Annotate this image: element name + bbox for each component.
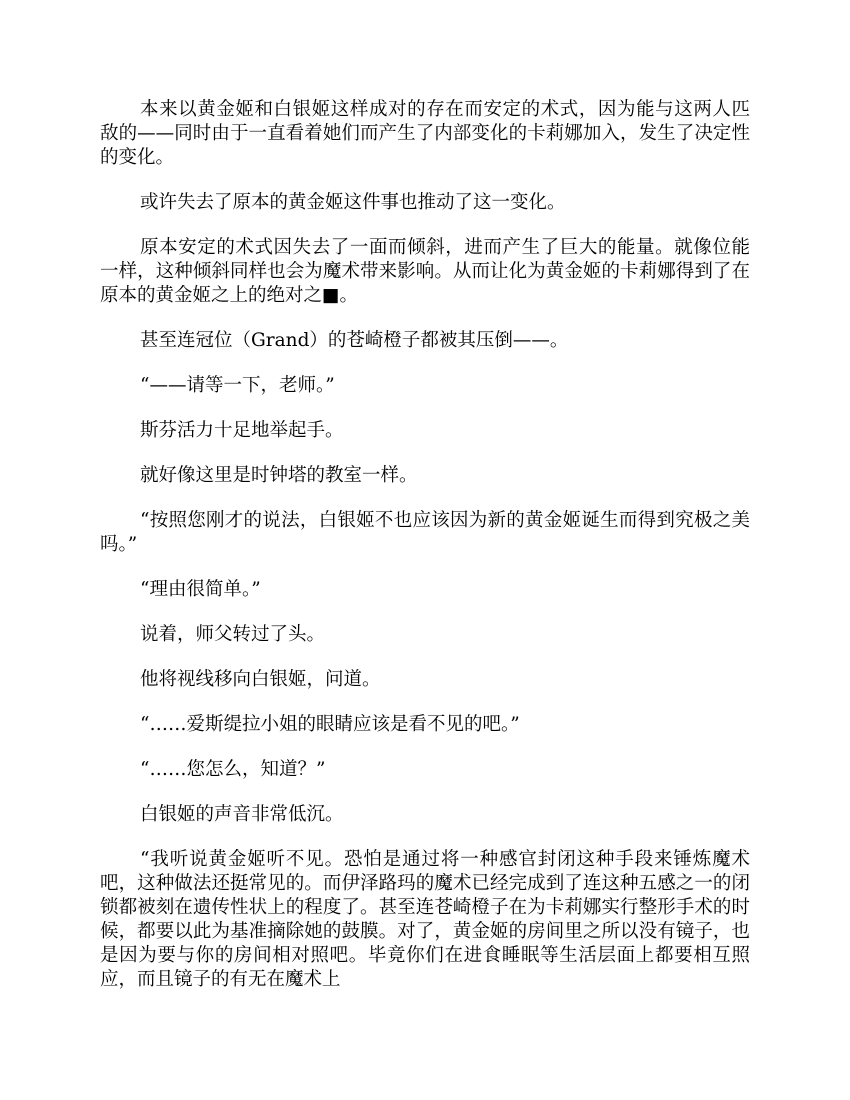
paragraph: 本来以黄金姬和白银姬这样成对的存在而安定的术式，因为能与这两人匹敌的——同时由于一直看着她们而产生了内部变化的卡莉娜加入，发生了决定性的变化。 <box>100 99 750 168</box>
paragraph: “……爱斯缇拉小姐的眼睛应该是看不见的吧。” <box>140 714 520 735</box>
paragraph: “——请等一下，老师。” <box>140 375 335 396</box>
paragraph: “我听说黄金姬听不见。恐怕是通过将一种感官封闭这种手段来锤炼魔术吧，这种做法还挺常见的。而伊泽路玛的魔术已经完成到了连这种五感之一的闭锁都被刻在遗传性状上的程度了。甚至连苍崎橙子在为卡莉娜实行整形手术的时候，都要以此为基准摘除她的鼓膜。对了，黄金姬的房间里之所以没有镜子，也是因为要与你的房间相对照吧。毕竟你们在进食睡眠等生活层面上都要相互照应，而且镜子的有无在魔术上 <box>100 849 750 990</box>
paragraph: 甚至连冠位（Grand）的苍崎橙子都被其压倒——。 <box>140 330 569 351</box>
paragraph: 说着，师父转过了头。 <box>140 624 326 645</box>
paragraph: “按照您刚才的说法，白银姬不也应该因为新的黄金姬诞生而得到究极之美吗。” <box>100 510 750 555</box>
paragraph: “理由很简单。” <box>140 579 261 600</box>
paragraph: 他将视线移向白银姬，问道。 <box>140 669 381 690</box>
paragraph: “……您怎么，知道？” <box>140 759 326 780</box>
document-body <box>100 98 750 1013</box>
paragraph: 或许失去了原本的黄金姬这件事也推动了这一变化。 <box>140 192 566 213</box>
paragraph: 就好像这里是时钟塔的教室一样。 <box>140 465 418 486</box>
paragraph: 斯芬活力十足地举起手。 <box>140 420 344 441</box>
paragraph: 白银姬的声音非常低沉。 <box>140 804 344 825</box>
paragraph: 原本安定的术式因失去了一面而倾斜，进而产生了巨大的能量。就像位能一样，这种倾斜同样也会为魔术带来影响。从而让化为黄金姬的卡莉娜得到了在原本的黄金姬之上的绝对之■。 <box>100 237 750 306</box>
